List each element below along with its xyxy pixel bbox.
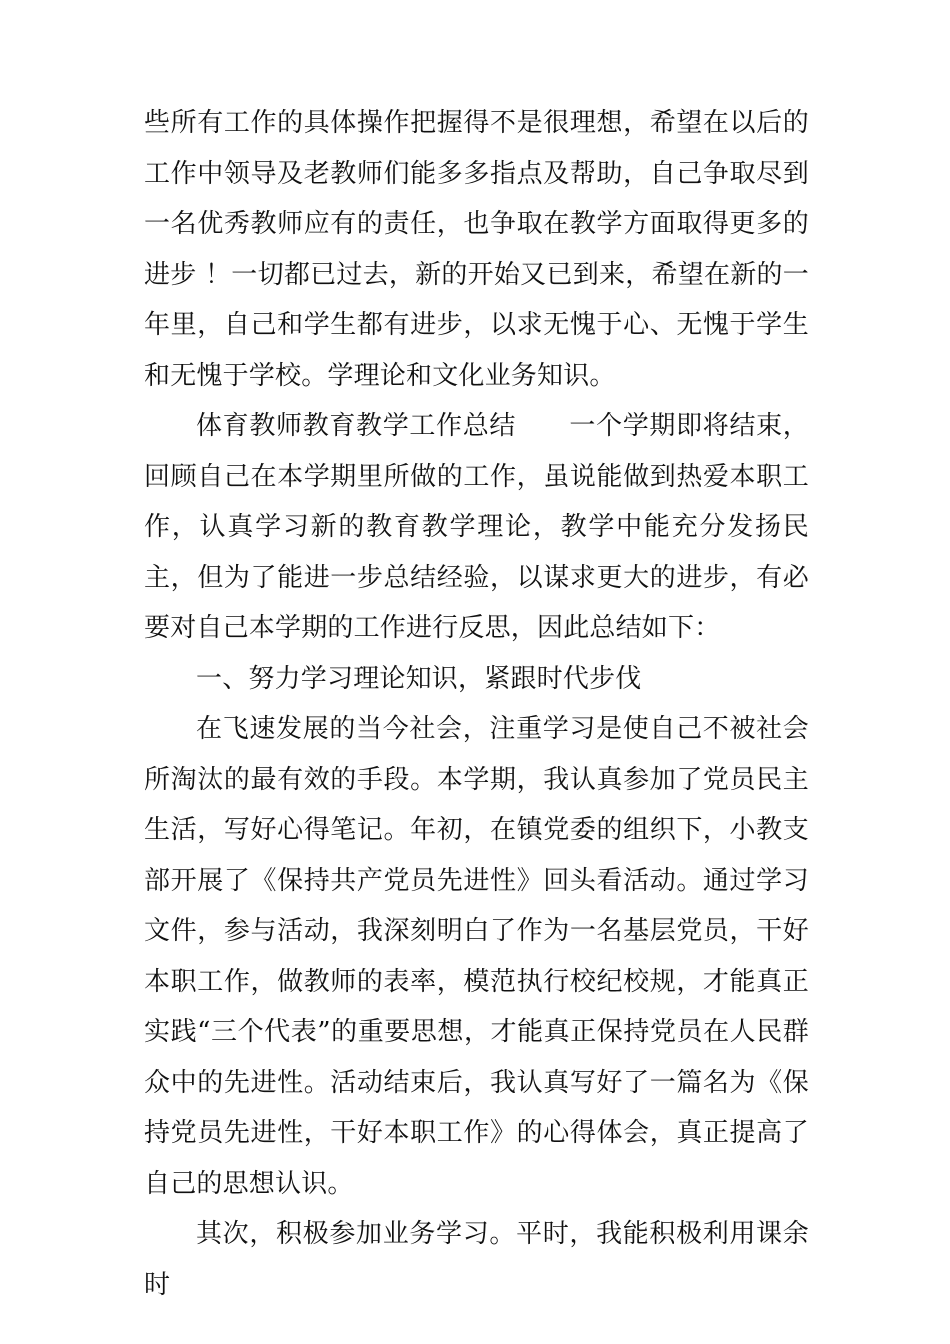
paragraph-study: 在飞速发展的当今社会，注重学习是使自己不被社会所淘汰的最有效的手段。本学期，我认真参加了党员民主生活，写好心得笔记。年初，在镇党委的组织下，小教支部开展了《保持共产党员先进性》回头看活动。通过学习文件，参与活动，我深刻明白了作为一名基层党员，干好本职工作，做教师的表率，模范执行校纪校规，才能真正实践“三个代表”的重要思想，才能真正保持党员在人民群众中的先进性。活动结束后，我认真写好了一篇名为《保持党员先进性，干好本职工作》的心得体会，真正提高了自己的思想认识。 (144, 714, 809, 1199)
paragraph-continuation: 些所有工作的具体操作把握得不是很理想，希望在以后的工作中领导及老教师们能多多指点及帮助，自己争取尽到一名优秀教师应有的责任，也争取在教学方面取得更多的进步 ！一切都已过去，新的开始又已到来，希望在新的一年里，自己和学生都有进步，以求无愧于心、无愧于学生和无愧于学校。学理论和文化业务知识。 (144, 108, 809, 391)
section-heading-1: 一、努力学习理论知识，紧跟时代步伐 (196, 663, 642, 694)
document-body (144, 98, 809, 1310)
paragraph-summary-intro: 体育教师教育教学工作总结 一个学期即将结束，回顾自己在本学期里所做的工作，虽说能做到热爱本职工作，认真学习新的教育教学理论，教学中能充分发扬民主，但为了能进一步总结经验，以谋求更大的进步，有必要对自己本学期的工作进行反思，因此总结如下： (144, 411, 809, 643)
paragraph-next: 其次，积极参加业务学习。平时，我能积极利用课余时 (144, 1219, 809, 1300)
